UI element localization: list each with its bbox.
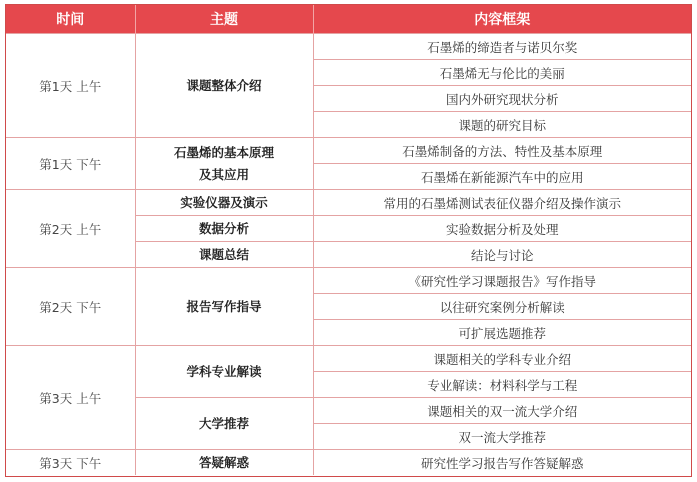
header-time: 时间 xyxy=(6,5,135,34)
schedule-table-body xyxy=(6,34,691,476)
content-cell: 研究性学习报告写作答疑解惑 xyxy=(313,450,691,476)
topic-cell: 实验仪器及演示 xyxy=(135,190,313,216)
table-row xyxy=(6,138,691,164)
topic-cell: 课题整体介绍 xyxy=(135,34,313,138)
topic-cell: 报告写作指导 xyxy=(135,268,313,346)
topic-cell: 答疑解惑 xyxy=(135,450,313,476)
content-cell: 结论与讨论 xyxy=(313,242,691,268)
session-time-cell: 第2天 下午 xyxy=(6,268,135,346)
content-cell: 实验数据分析及处理 xyxy=(313,216,691,242)
table-row xyxy=(6,268,691,294)
session-time-cell: 第2天 上午 xyxy=(6,190,135,268)
content-cell: 常用的石墨烯测试表征仪器介绍及操作演示 xyxy=(313,190,691,216)
content-cell: 国内外研究现状分析 xyxy=(313,86,691,112)
content-cell: 课题的研究目标 xyxy=(313,112,691,138)
session-time-cell: 第3天 下午 xyxy=(6,450,135,476)
content-cell: 《研究性学习课题报告》写作指导 xyxy=(313,268,691,294)
header-topic: 主题 xyxy=(135,5,313,34)
content-cell: 石墨烯无与伦比的美丽 xyxy=(313,60,691,86)
header-content: 内容框架 xyxy=(313,5,691,34)
session-time-cell: 第1天 上午 xyxy=(6,34,135,138)
content-cell: 课题相关的学科专业介绍 xyxy=(313,346,691,372)
content-cell: 石墨烯在新能源汽车中的应用 xyxy=(313,164,691,190)
table-header-row xyxy=(6,5,691,34)
topic-cell: 课题总结 xyxy=(135,242,313,268)
content-cell: 专业解读：材料科学与工程 xyxy=(313,372,691,398)
session-time-cell: 第1天 下午 xyxy=(6,138,135,190)
topic-cell: 石墨烯的基本原理 及其应用 xyxy=(135,138,313,190)
content-cell: 石墨烯的缔造者与诺贝尔奖 xyxy=(313,34,691,60)
topic-cell: 数据分析 xyxy=(135,216,313,242)
content-cell: 以往研究案例分析解读 xyxy=(313,294,691,320)
schedule-table xyxy=(6,5,691,475)
content-cell: 可扩展选题推荐 xyxy=(313,320,691,346)
schedule-table-frame xyxy=(5,4,692,477)
content-cell: 课题相关的双一流大学介绍 xyxy=(313,398,691,424)
table-row xyxy=(6,190,691,216)
content-cell: 石墨烯制备的方法、特性及基本原理 xyxy=(313,138,691,164)
table-row xyxy=(6,34,691,60)
topic-cell: 大学推荐 xyxy=(135,398,313,450)
topic-cell: 学科专业解读 xyxy=(135,346,313,398)
table-row xyxy=(6,346,691,372)
content-cell: 双一流大学推荐 xyxy=(313,424,691,450)
table-row xyxy=(6,450,691,476)
session-time-cell: 第3天 上午 xyxy=(6,346,135,450)
